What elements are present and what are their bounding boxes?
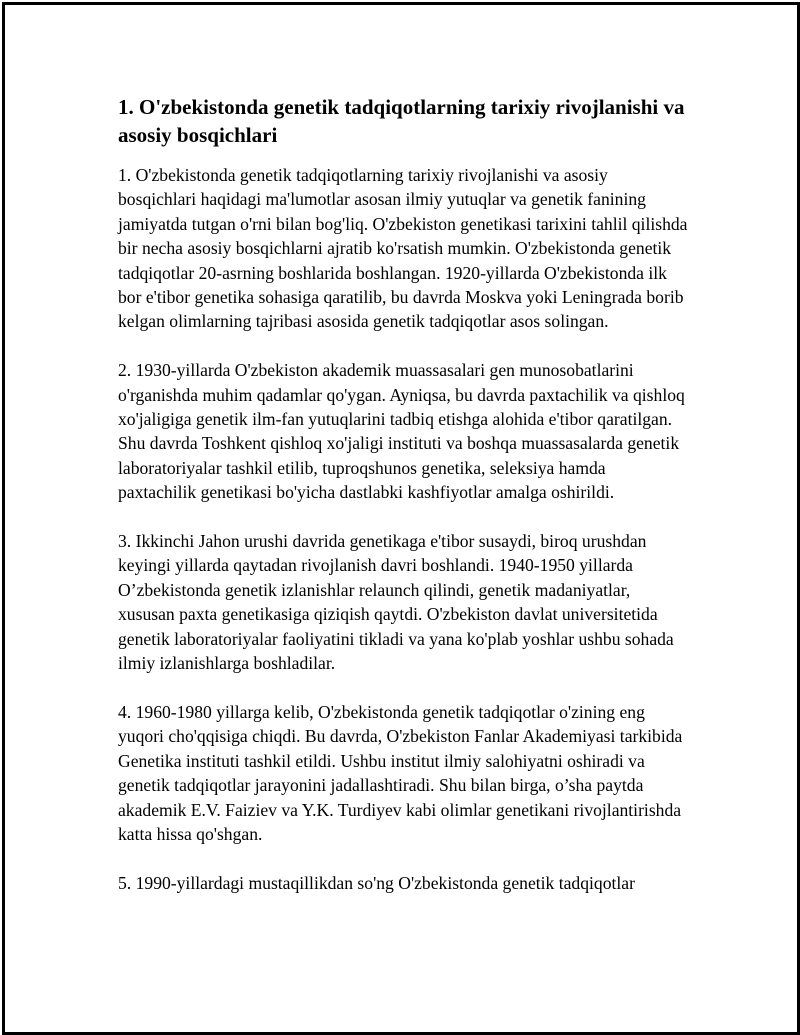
document-body xyxy=(118,93,688,920)
paragraph-5: 5. 1990-yillardagi mustaqillikdan so'ng O'zbekistonda genetik tadqiqotlar xyxy=(118,872,635,893)
paragraph-2: 2. 1930-yillarda O'zbekiston akademik muassasalari gen munosobatlarini o'rganishda muhim qadamlar qo'ygan. Ayniqsa, bu davrda paxtachilik va qishloq xo'jaligiga genetik ilm-fan yutuqlarini tadbiq etishga alohida e'tibor qaratilgan. Shu davrda Toshkent qishloq xo'jaligi instituti va boshqa muassasalarda genetik laboratoriyalar tashkil etilib, tuproqshunos genetika, seleksiya hamda paxtachilik genetikasi bo'yicha dastlabki kashfiyotlar amalga oshirildi. xyxy=(118,360,685,503)
paragraph-3: 3. Ikkinchi Jahon urushi davrida genetikaga e'tibor susaydi, biroq urushdan keyingi yillarda qaytadan rivojlanish davri boshlandi. 1940-1950 yillarda O’zbekistonda genetik izlanishlar relaunch qilindi, genetik madaniyatlar, xususan paxta genetikasiga qiziqish qaytdi. O'zbekiston davlat universitetida genetik laboratoriyalar faoliyatini tikladi va yana ko'plab yoshlar ushbu sohada ilmiy izlanishlarga boshladilar. xyxy=(118,531,674,674)
document-title: 1. O'zbekistonda genetik tadqiqotlarning tarixiy rivojlanishi va asosiy bosqichlari xyxy=(118,95,685,147)
paragraph-1: 1. O'zbekistonda genetik tadqiqotlarning tarixiy rivojlanishi va asosiy bosqichlari haqidagi ma'lumotlar asosan ilmiy yutuqlar va genetik fanining jamiyatda tutgan o'rni bilan bog'liq. O'zbekiston genetikasi tarixini tahlil qilishda bir necha asosiy bosqichlarni ajratib ko'rsatish mumkin. O'zbekistonda genetik tadqiqotlar 20-asrning boshlarida boshlangan. 1920-yillarda O'zbekistonda ilk bor e'tibor genetika sohasiga qaratilib, bu davrda Moskva yoki Leningrada borib kelgan olimlarning tajribasi asosida genetik tadqiqotlar asos solingan. xyxy=(118,165,688,332)
paragraph-4: 4. 1960-1980 yillarga kelib, O'zbekistonda genetik tadqiqotlar o'zining eng yuqori cho'qqisiga chiqdi. Bu davrda, O'zbekiston Fanlar Akademiyasi tarkibida Genetika instituti tashkil etildi. Ushbu institut ilmiy salohiyatni oshiradi va genetik tadqiqotlar jarayonini jadallashtiradi. Shu bilan birga, o’sha paytda akademik E.V. Faiziev va Y.K. Turdiyev kabi olimlar genetikani rivojlantirishda katta hissa qo'shgan. xyxy=(118,701,683,844)
